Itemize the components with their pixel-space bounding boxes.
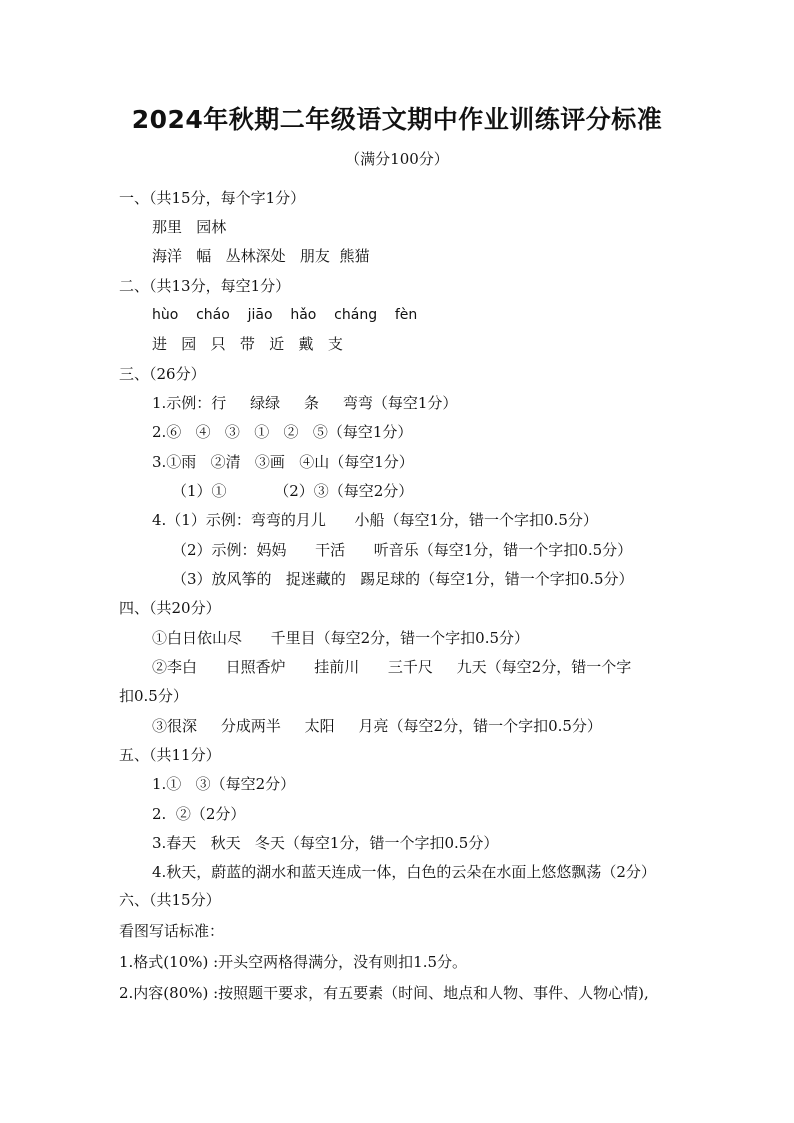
answer-line: 海洋 幅 丛林深处 朋友 熊猫 bbox=[152, 247, 370, 265]
answer-line: ①白日依山尽 千里目（每空2分，错一个字扣0.5分） bbox=[152, 629, 530, 647]
criteria-line: 1.格式(10%) :开头空两格得满分，没有则扣1.5分。 bbox=[119, 953, 468, 971]
answer-line: 4.秋天，蔚蓝的湖水和蓝天连成一体，白色的云朵在水面上悠悠飘荡（2分） bbox=[152, 863, 656, 881]
document-subtitle: （满分100分） bbox=[345, 150, 449, 168]
section-4-heading: 四、（共20分） bbox=[119, 599, 221, 617]
section-5-heading: 五、（共11分） bbox=[119, 746, 221, 764]
answer-line: （3）放风筝的 捉迷藏的 踢足球的（每空1分，错一个字扣0.5分） bbox=[172, 570, 634, 588]
answer-line: 2.⑥ ④ ③ ① ② ⑤（每空1分） bbox=[152, 423, 413, 441]
answer-line: 2. ②（2分） bbox=[152, 805, 246, 823]
answer-line: 3.①雨 ②清 ③画 ④山（每空1分） bbox=[152, 453, 414, 471]
answer-line: （1）① （2）③（每空2分） bbox=[172, 482, 414, 500]
answer-line: 进 园 只 带 近 戴 支 bbox=[152, 335, 343, 353]
section-6-heading: 六、（共15分） bbox=[119, 891, 221, 909]
answer-line: 1.示例：行 绿绿 条 弯弯（每空1分） bbox=[152, 394, 458, 412]
answer-line: 3.春天 秋天 冬天（每空1分，错一个字扣0.5分） bbox=[152, 834, 499, 852]
answer-line: 那里 园林 bbox=[152, 218, 227, 236]
answer-line: 扣0.5分） bbox=[119, 687, 188, 705]
answer-line: ②李白 日照香炉 挂前川 三千尺 九天（每空2分，错一个字 bbox=[152, 658, 632, 676]
answer-line: （2）示例：妈妈 干活 听音乐（每空1分，错一个字扣0.5分） bbox=[172, 541, 633, 559]
section-3-heading: 三、（26分） bbox=[119, 365, 206, 383]
pinyin-answer-line: hùo cháo jiāo hǎo cháng fèn bbox=[152, 307, 418, 323]
answer-line: 1.① ③（每空2分） bbox=[152, 775, 296, 793]
section-1-heading: 一、（共15分，每个字1分） bbox=[119, 189, 306, 207]
document-title: 2024年秋期二年级语文期中作业训练评分标准 bbox=[131, 105, 663, 134]
answer-line: ③很深 分成两半 太阳 月亮（每空2分，错一个字扣0.5分） bbox=[152, 717, 602, 735]
criteria-heading: 看图写话标准： bbox=[119, 922, 225, 940]
criteria-line: 2.内容(80%) :按照题干要求，有五要素（时间、地点和人物、事件、人物心情), bbox=[119, 984, 649, 1002]
answer-line: 4.（1）示例：弯弯的月儿 小船（每空1分，错一个字扣0.5分） bbox=[152, 511, 598, 529]
section-2-heading: 二、（共13分，每空1分） bbox=[119, 277, 291, 295]
